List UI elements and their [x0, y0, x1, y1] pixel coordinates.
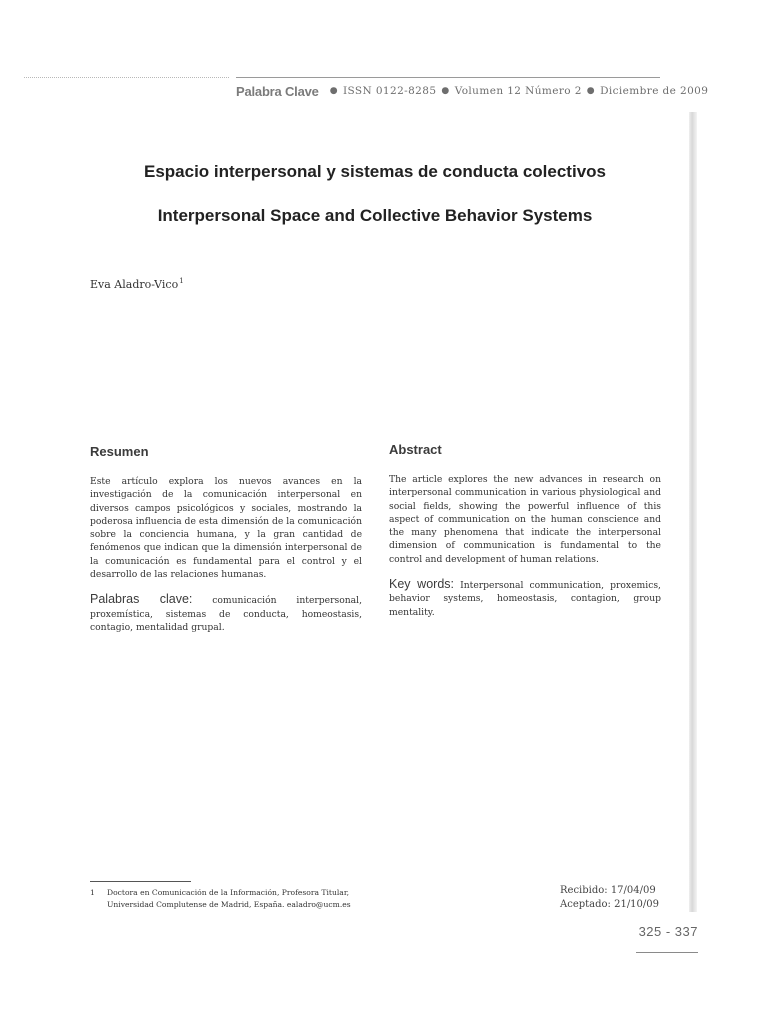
author-name: Eva Aladro-Vico: [90, 278, 179, 291]
resumen-text: Este artículo explora los nuevos avances en la investigación de la comunicación interpersonal en diversos campos psicológicos y sociales, mostrando la poderosa influencia de esta dimensión de la comunicación sobre la conciencia humana, y la gran cantidad de fenómenos que indican que la dimensión interpersonal de la comunicación es fundamental para el control y el desarrollo de las relaciones humanas.: [90, 476, 362, 581]
bullet-separator: ●: [329, 86, 338, 96]
header-rule: [236, 77, 660, 78]
key-words-list: Interpersonal communication, proxemics, behavior systems, homeostasis, contagion, group mentality.: [389, 580, 661, 618]
footnote: [90, 887, 370, 911]
palabras-clave-list: comunicación interpersonal, proxemística, sistemas de conducta, homeostasis, contagio, mentalidad grupal.: [90, 595, 363, 633]
title-english: Interpersonal Space and Collective Behavior Systems: [157, 206, 593, 225]
abstract-heading: Abstract: [389, 442, 442, 457]
palabras-clave: [90, 593, 362, 634]
abstract-section: [389, 442, 661, 619]
palabras-clave-label: Palabras clave:: [90, 592, 193, 607]
journal-logo: Palabra Clave: [236, 83, 319, 99]
page-range: 325 - 337: [638, 924, 698, 939]
header-dotted-rule: [24, 77, 229, 78]
issue-date: Diciembre de 2009: [600, 85, 709, 97]
abstract-text: The article explores the new advances in research on interpersonal communication in various physiological and social fields, showing the powerful influence of this aspect of communication on the human conscience and the many phenomena that indicate the interpersonal dimension of communication is fundamental to the control and development of human relations.: [389, 474, 661, 565]
resumen-section: [90, 444, 362, 634]
key-words-label: Key words:: [389, 577, 454, 592]
received-date: Recibido: 17/04/09: [560, 885, 656, 896]
accepted-date: Aceptado: 21/10/09: [560, 899, 660, 910]
bullet-separator: ●: [586, 86, 596, 96]
footnote-rule: [90, 881, 191, 882]
bullet-separator: ●: [441, 86, 450, 96]
issn: ISSN 0122-8285: [342, 85, 437, 97]
journal-header: [236, 80, 709, 102]
submission-dates: [560, 884, 659, 912]
footnote-text: Doctora en Comunicación de la Información, Profesora Titular, Universidad Complutense de Madrid, España. ealadro@ucm.es: [107, 888, 351, 909]
page-range-rule: [636, 952, 698, 953]
volume-number: Volumen 12 Número 2: [454, 85, 582, 97]
resumen-heading: Resumen: [90, 444, 149, 459]
author-footnote-marker: 1: [179, 277, 184, 285]
footnote-number: 1: [90, 888, 95, 897]
key-words: [389, 578, 661, 619]
page-edge-shadow: [689, 112, 697, 912]
title-spanish: Espacio interpersonal y sistemas de conducta colectivos: [143, 162, 606, 181]
author: [90, 277, 184, 291]
